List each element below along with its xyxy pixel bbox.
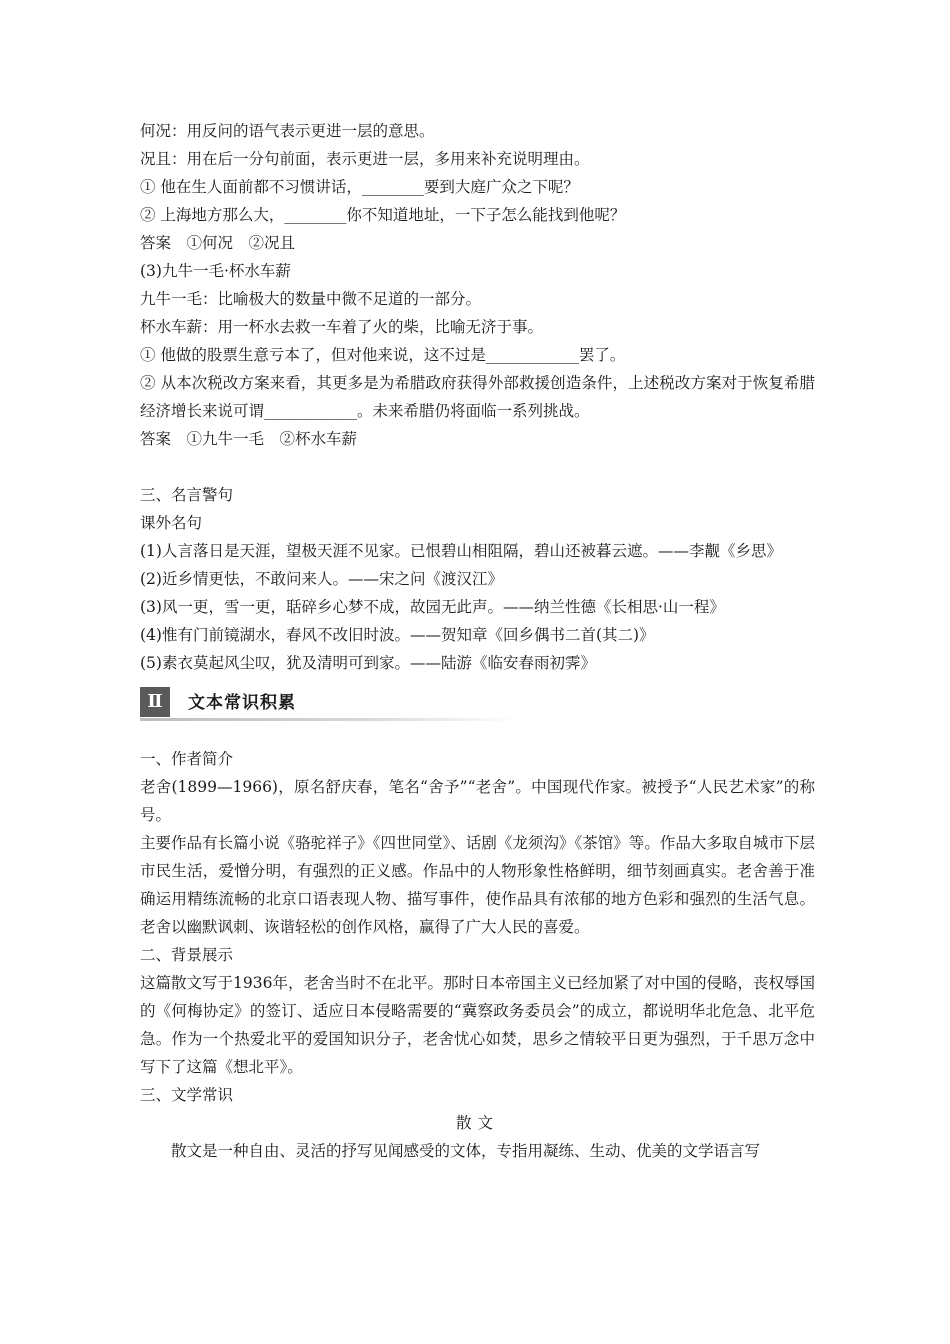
- section-divider: [140, 718, 520, 721]
- answer-line: 答案 ①九牛一毛 ②杯水车薪: [140, 430, 358, 448]
- section-banner: [140, 687, 815, 723]
- text-line: 何况：用反问的语气表示更进一层的意思。: [140, 122, 435, 140]
- sub-heading: 课外名句: [140, 514, 203, 532]
- answer-line: 答案 ①何况 ②况且: [140, 234, 296, 252]
- quote-item: (2)近乡情更怯，不敢问来人。——宋之问《渡汉江》: [140, 570, 503, 588]
- quote-item: (4)惟有门前镜湖水，春风不改旧时波。——贺知章《回乡偶书二首(其二)》: [140, 626, 655, 644]
- quote-item: (1)人言落日是天涯，望极天涯不见家。已恨碧山相阻隔，碧山还被暮云遮。——李觏《乡思》: [140, 542, 782, 560]
- quote-item: (3)风一更，雪一更，聒碎乡心梦不成，故园无此声。——纳兰性德《长相思·山一程》: [140, 598, 725, 616]
- section-title: 文本常识积累: [188, 693, 296, 713]
- text-line: 况且：用在后一分句前面，表示更进一层，多用来补充说明理由。: [140, 150, 590, 168]
- text-paragraph: 老舍(1899—1966)，原名舒庆春，笔名“舍予”“老舍”。中国现代作家。被授予“人民艺术家”的称号。: [140, 778, 815, 824]
- section-heading: 一、作者简介: [140, 750, 234, 768]
- text-paragraph: ② 从本次税改方案来看，其更多是为希腊政府获得外部救援创造条件，上述税改方案对于恢复希腊经济增长来说可谓____________。未来希腊仍将面临一系列挑战。: [140, 374, 815, 420]
- text-line: ② 上海地方那么大，________你不知道地址，一下子怎么能找到他呢？: [140, 206, 626, 224]
- quote-item: (5)素衣莫起风尘叹，犹及清明可到家。——陆游《临安春雨初霁》: [140, 654, 596, 672]
- text-line: ① 他在生人面前都不习惯讲话，________要到大庭广众之下呢？: [140, 178, 579, 196]
- section-heading: 三、文学常识: [140, 1086, 234, 1104]
- text-line: 杯水车薪：用一杯水去救一车着了火的柴，比喻无济于事。: [140, 318, 544, 336]
- section-number-badge: Ⅱ: [140, 687, 170, 717]
- centered-title: 散文: [455, 1114, 499, 1132]
- text-line: ① 他做的股票生意亏本了，但对他来说，这不过是____________罢了。: [140, 346, 626, 364]
- text-line: (3)九牛一毛·杯水车薪: [140, 262, 291, 280]
- section-heading: 三、名言警句: [140, 486, 234, 504]
- text-paragraph: 散文是一种自由、灵活的抒写见闻感受的文体，专指用凝练、生动、优美的文学语言写: [171, 1142, 761, 1160]
- text-line: 九牛一毛：比喻极大的数量中微不足道的一部分。: [140, 290, 482, 308]
- section-heading: 二、背景展示: [140, 946, 234, 964]
- text-paragraph: 这篇散文写于1936年，老舍当时不在北平。那时日本帝国主义已经加紧了对中国的侵略，丧权辱国的《何梅协定》的签订、适应日本侵略需要的“冀察政务委员会”的成立，都说明华北危急、北平危急。作为一个热爱北平的爱国知识分子，老舍忧心如焚，思乡之情较平日更为强烈，于千思万念中写下了这篇《想北平》。: [140, 974, 815, 1076]
- text-paragraph: 主要作品有长篇小说《骆驼祥子》《四世同堂》、话剧《龙须沟》《茶馆》等。作品大多取自城市下层市民生活，爱憎分明，有强烈的正义感。作品中的人物形象性格鲜明，细节刻画真实。老舍善于准确运用精练流畅的北京口语表现人物、描写事件，使作品具有浓郁的地方色彩和强烈的生活气息。老舍以幽默讽刺、诙谐轻松的创作风格，赢得了广大人民的喜爱。: [140, 834, 815, 936]
- document-body: [140, 117, 815, 1165]
